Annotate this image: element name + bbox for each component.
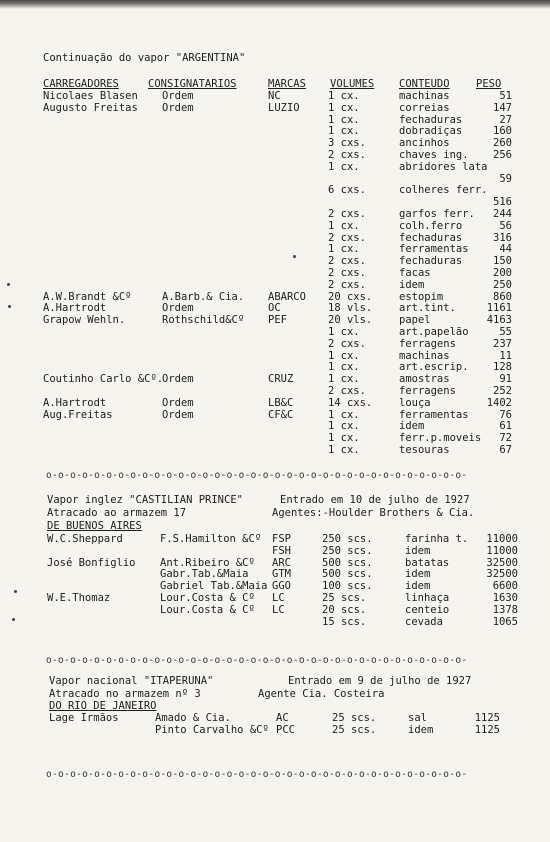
scan-speck bbox=[14, 590, 17, 593]
cell-consignatario: Rothschild&Cº bbox=[162, 314, 245, 327]
cell-volumes: 1 cx. bbox=[328, 219, 360, 232]
ship2-arrival: Entrado em 10 de julho de 1927 bbox=[280, 494, 470, 506]
table-row bbox=[0, 432, 550, 444]
scan-speck bbox=[7, 283, 10, 286]
table-row bbox=[0, 545, 550, 557]
cell-marca: NC bbox=[268, 90, 281, 102]
table-row bbox=[0, 724, 550, 736]
table-row bbox=[0, 580, 550, 592]
cell-conteudo: abridores lata bbox=[399, 160, 488, 173]
cell-conteudo: louça bbox=[399, 396, 431, 409]
cell-consignatario: Amado & Cia. bbox=[155, 712, 231, 724]
ship2-title: Vapor inglez "CASTILIAN PRINCE" bbox=[47, 494, 243, 506]
table-row bbox=[0, 444, 550, 456]
table-row bbox=[0, 397, 550, 409]
cell-peso: 76 bbox=[499, 408, 512, 421]
cell-peso: 55 bbox=[499, 326, 512, 338]
cell-peso: 150 bbox=[493, 255, 512, 268]
cell-volumes: 2 cxs. bbox=[328, 267, 366, 279]
cell-conteudo: estopim bbox=[399, 290, 444, 303]
cell-peso: 27 bbox=[499, 113, 512, 126]
cell-volumes: 2 cxs. bbox=[328, 208, 366, 220]
cell-carregador: W.C.Sheppard bbox=[47, 533, 123, 545]
cell-volumes: 2 cxs. bbox=[328, 385, 366, 397]
cell-peso: 128 bbox=[493, 361, 512, 374]
cell-conteudo: idem bbox=[399, 278, 425, 291]
cell-volumes: 2 cxs. bbox=[328, 149, 366, 161]
cell-conteudo: facas bbox=[399, 267, 431, 279]
table-row bbox=[0, 243, 550, 255]
cell-consignatario: Pinto Carvalho &Cº bbox=[155, 723, 269, 736]
cell-consignatario: Ordem bbox=[162, 396, 194, 409]
cell-marca: GTM bbox=[272, 568, 291, 581]
cell-marca: ARC bbox=[272, 556, 291, 569]
table-row bbox=[0, 149, 550, 161]
cell-consignatario: Ordem bbox=[162, 101, 194, 114]
table-row bbox=[0, 326, 550, 338]
table-row bbox=[0, 385, 550, 397]
cell-conteudo: colheres ferr. bbox=[399, 184, 488, 197]
cell-peso: 260 bbox=[493, 137, 512, 150]
col-header-conteudo: CONTEUDO bbox=[399, 78, 450, 90]
cell-consignatario: F.S.Hamilton &Cº bbox=[160, 533, 262, 545]
col-header-carregadores: CARREGADORES bbox=[43, 78, 119, 90]
cell-volumes: 250 scs. bbox=[322, 544, 373, 557]
cell-volumes: 3 cxs. bbox=[328, 137, 366, 150]
cell-peso: 200 bbox=[493, 267, 512, 279]
separator-1: o-o-o-o-o-o-o-o-o-o-o-o-o-o-o-o-o-o-o-o-o-o-o-o-o-o-o-o-o-o-o-o-o-o-o- bbox=[46, 470, 468, 481]
col-header-marcas: MARCAS bbox=[268, 78, 306, 90]
col-header-volumes: VOLUMES bbox=[330, 78, 375, 90]
table-row bbox=[0, 137, 550, 149]
scan-speck bbox=[8, 305, 11, 308]
cell-peso: 256 bbox=[493, 149, 512, 161]
cell-volumes: 2 cxs. bbox=[328, 278, 366, 291]
cell-carregador: Lage Irmãos bbox=[49, 712, 119, 724]
cell-carregador: A.Hartrodt bbox=[43, 302, 107, 315]
cell-peso: 1161 bbox=[486, 302, 512, 315]
table-row bbox=[0, 420, 550, 432]
cell-volumes: 25 scs. bbox=[332, 723, 377, 736]
cell-volumes: 1 cx. bbox=[328, 101, 360, 114]
ship3-origin: DO RIO DE JANEIRO bbox=[49, 700, 157, 712]
cell-conteudo: ferragens bbox=[399, 385, 456, 397]
cell-carregador: W.E.Thomaz bbox=[47, 592, 111, 604]
cell-consignatario: A.Barb.& Cia. bbox=[162, 290, 245, 303]
table-row bbox=[0, 314, 550, 326]
cell-peso: 67 bbox=[499, 444, 512, 456]
cell-peso: 250 bbox=[493, 278, 512, 291]
cell-volumes: 1 cx. bbox=[328, 408, 360, 421]
cell-peso: 51 bbox=[499, 90, 512, 102]
cell-conteudo: linhaça bbox=[405, 592, 450, 604]
table-row bbox=[0, 161, 550, 173]
cell-conteudo: sal bbox=[408, 712, 427, 724]
cell-volumes: 1 cx. bbox=[328, 373, 360, 386]
cell-volumes: 1 cx. bbox=[328, 420, 360, 433]
cell-conteudo: papel bbox=[399, 314, 431, 327]
cell-consignatario: Lour.Costa & Cº bbox=[160, 592, 255, 604]
cell-marca: LUZIO bbox=[268, 101, 300, 114]
cell-conteudo: idem bbox=[405, 568, 431, 581]
cell-marca: AC bbox=[276, 712, 289, 724]
table-row bbox=[0, 173, 550, 185]
table-row bbox=[0, 184, 550, 196]
table-row bbox=[0, 712, 550, 724]
cell-peso: 6600 bbox=[492, 580, 518, 593]
cell-conteudo: idem bbox=[399, 420, 425, 433]
cell-consignatario: Ordem bbox=[162, 408, 194, 421]
cell-consignatario: Lour.Costa & Cº bbox=[160, 603, 255, 616]
cell-peso: 1125 bbox=[474, 712, 500, 724]
cell-volumes: 1 cx. bbox=[328, 432, 360, 445]
cell-peso: 160 bbox=[493, 125, 512, 138]
cell-volumes: 500 scs. bbox=[322, 568, 373, 581]
ship3-agents: Agente Cia. Costeira bbox=[258, 688, 385, 700]
cell-peso: 61 bbox=[499, 420, 512, 433]
cell-peso: 91 bbox=[499, 373, 512, 386]
cell-conteudo: fechaduras bbox=[399, 231, 463, 244]
cell-peso: 11000 bbox=[486, 533, 518, 545]
cell-marca: ABARCO bbox=[268, 290, 306, 303]
cell-volumes: 250 scs. bbox=[322, 533, 373, 545]
table-row bbox=[0, 196, 550, 208]
cell-volumes: 2 cxs. bbox=[328, 337, 366, 350]
cell-conteudo: ferr.p.moveis bbox=[399, 432, 482, 445]
cell-marca: LC bbox=[272, 592, 285, 604]
cell-conteudo: correias bbox=[399, 101, 450, 114]
cell-peso: 11 bbox=[499, 349, 512, 362]
cell-volumes: 2 cxs. bbox=[328, 255, 366, 268]
table-row bbox=[0, 90, 550, 102]
table-row bbox=[0, 220, 550, 232]
cell-marca: GGO bbox=[272, 580, 291, 593]
ship3-warehouse: Atracado no armazem nº 3 bbox=[49, 688, 201, 700]
table-row bbox=[0, 102, 550, 114]
cell-marca: FSP bbox=[272, 533, 291, 545]
cell-consignatario: Gabriel Tab.&Maia bbox=[160, 580, 268, 593]
cell-peso: 252 bbox=[493, 385, 512, 397]
cell-peso: 316 bbox=[493, 231, 512, 244]
cell-volumes: 6 cxs. bbox=[328, 184, 366, 197]
cell-volumes: 20 scs. bbox=[322, 603, 367, 616]
cell-consignatario: Ant.Ribeiro &Cº bbox=[160, 556, 255, 569]
cell-peso: 1402 bbox=[486, 396, 512, 409]
scan-top-edge bbox=[0, 0, 550, 9]
cell-carregador: Grapow Wehln. bbox=[43, 314, 126, 327]
cell-peso: 44 bbox=[499, 243, 512, 256]
cell-peso: 4163 bbox=[486, 314, 512, 327]
cell-peso: 59 bbox=[499, 172, 512, 185]
scan-speck bbox=[12, 618, 15, 621]
cell-volumes: 25 scs. bbox=[322, 592, 367, 604]
cell-conteudo: fechaduras bbox=[399, 113, 463, 126]
cell-volumes: 1 cx. bbox=[328, 90, 360, 102]
col-header-consignatarios: CONSIGNATARIOS bbox=[148, 78, 237, 90]
ship3-title: Vapor nacional "ITAPERUNA" bbox=[49, 675, 214, 687]
cell-conteudo: ferragens bbox=[399, 337, 456, 350]
ship3-arrival: Entrado em 9 de julho de 1927 bbox=[288, 675, 472, 687]
cell-conteudo: machinas bbox=[399, 349, 450, 362]
cell-conteudo: batatas bbox=[405, 556, 450, 569]
cell-volumes: 15 scs. bbox=[322, 615, 367, 628]
table-row bbox=[0, 592, 550, 604]
cell-carregador: José Bonfiglio bbox=[47, 556, 136, 569]
cell-carregador: A.Hartrodt bbox=[43, 396, 107, 409]
cell-peso: 1630 bbox=[492, 592, 518, 604]
cell-peso: 32500 bbox=[486, 556, 518, 569]
table-row bbox=[0, 361, 550, 373]
cell-volumes: 1 cx. bbox=[328, 113, 360, 126]
cell-conteudo: art.tint. bbox=[399, 302, 456, 315]
cell-consignatario: Gabr.Tab.&Maia bbox=[160, 568, 249, 581]
cell-volumes: 18 vls. bbox=[328, 302, 373, 315]
cell-marca: PCC bbox=[276, 723, 295, 736]
table-row bbox=[0, 267, 550, 279]
cell-marca: PEF bbox=[268, 314, 287, 327]
cell-conteudo: fechaduras bbox=[399, 255, 463, 268]
cell-peso: 32500 bbox=[486, 568, 518, 581]
cell-conteudo: tesouras bbox=[399, 444, 450, 456]
cell-carregador: A.W.Brandt &Cº bbox=[43, 290, 132, 303]
table-row bbox=[0, 232, 550, 244]
table-row bbox=[0, 616, 550, 628]
cell-conteudo: chaves ing. bbox=[399, 149, 469, 161]
separator-2: o-o-o-o-o-o-o-o-o-o-o-o-o-o-o-o-o-o-o-o-o-o-o-o-o-o-o-o-o-o-o-o-o-o-o- bbox=[46, 655, 468, 666]
cell-peso: 147 bbox=[493, 101, 512, 114]
cell-conteudo: cevada bbox=[405, 615, 443, 628]
table-row bbox=[0, 338, 550, 350]
cell-consignatario: Ordem bbox=[162, 373, 194, 386]
cell-peso: 1065 bbox=[492, 615, 518, 628]
cell-marca: CF&C bbox=[268, 408, 294, 421]
cell-carregador: Augusto Freitas bbox=[43, 101, 138, 114]
table-row bbox=[0, 291, 550, 303]
cell-volumes: 14 cxs. bbox=[328, 396, 373, 409]
cell-volumes: 20 vls. bbox=[328, 314, 373, 327]
cell-volumes: 1 cx. bbox=[328, 160, 360, 173]
table-row bbox=[0, 557, 550, 569]
cell-conteudo: art.escrip. bbox=[399, 361, 469, 374]
cell-consignatario: Ordem bbox=[162, 90, 194, 102]
cell-volumes: 500 scs. bbox=[322, 556, 373, 569]
table-row bbox=[0, 279, 550, 291]
cell-peso: 56 bbox=[499, 219, 512, 232]
cell-marca: CRUZ bbox=[268, 373, 294, 386]
cell-volumes: 25 scs. bbox=[332, 712, 377, 724]
table-row bbox=[0, 350, 550, 362]
table-row bbox=[0, 255, 550, 267]
cell-conteudo: idem bbox=[405, 580, 431, 593]
cell-conteudo: art.papelão bbox=[399, 326, 469, 338]
ship2-origin: DE BUENOS AIRES bbox=[47, 520, 142, 532]
cell-carregador: Aug.Freitas bbox=[43, 408, 113, 421]
cell-peso: 72 bbox=[499, 432, 512, 445]
cell-volumes: 20 cxs. bbox=[328, 290, 373, 303]
cell-marca: LC bbox=[272, 603, 285, 616]
cell-conteudo: dobradiças bbox=[399, 125, 463, 138]
cell-volumes: 1 cx. bbox=[328, 243, 360, 256]
cell-peso: 516 bbox=[493, 196, 512, 209]
cell-conteudo: farinha t. bbox=[405, 533, 469, 545]
scan-speck bbox=[293, 255, 296, 258]
cell-volumes: 1 cx. bbox=[328, 326, 360, 338]
table-row bbox=[0, 409, 550, 421]
cell-conteudo: garfos ferr. bbox=[399, 208, 475, 220]
cell-peso: 1378 bbox=[492, 603, 518, 616]
cell-volumes: 2 cxs. bbox=[328, 231, 366, 244]
page-heading: Continuação do vapor "ARGENTINA" bbox=[43, 52, 246, 64]
cell-conteudo: amostras bbox=[399, 373, 450, 386]
cell-volumes: 1 cx. bbox=[328, 349, 360, 362]
cell-carregador: Coutinho Carlo &Cº. bbox=[43, 373, 164, 386]
table-row bbox=[0, 373, 550, 385]
cell-consignatario: Ordem bbox=[162, 302, 194, 315]
separator-3: o-o-o-o-o-o-o-o-o-o-o-o-o-o-o-o-o-o-o-o-o-o-o-o-o-o-o-o-o-o-o-o-o-o-o- bbox=[46, 769, 468, 780]
table-row bbox=[0, 604, 550, 616]
table-row bbox=[0, 568, 550, 580]
table-row bbox=[0, 125, 550, 137]
cell-conteudo: centeio bbox=[405, 603, 450, 616]
cell-peso: 860 bbox=[493, 290, 512, 303]
cell-marca: LB&C bbox=[268, 396, 294, 409]
table-row bbox=[0, 208, 550, 220]
cell-marca: FSH bbox=[272, 544, 291, 557]
cell-peso: 244 bbox=[493, 208, 512, 220]
cell-volumes: 100 scs. bbox=[322, 580, 373, 593]
cell-conteudo: ferramentas bbox=[399, 243, 469, 256]
cell-marca: OC bbox=[268, 302, 281, 315]
cell-conteudo: idem bbox=[405, 544, 431, 557]
table-row bbox=[0, 533, 550, 545]
cell-volumes: 1 cx. bbox=[328, 444, 360, 456]
cell-conteudo: ancinhos bbox=[399, 137, 450, 150]
cell-conteudo: machinas bbox=[399, 90, 450, 102]
cell-conteudo: ferramentas bbox=[399, 408, 469, 421]
table-row bbox=[0, 302, 550, 314]
col-header-peso: PESO bbox=[476, 78, 502, 90]
cell-volumes: 1 cx. bbox=[328, 361, 360, 374]
cell-peso: 237 bbox=[493, 337, 512, 350]
ship2-agents: Agentes:-Houlder Brothers & Cia. bbox=[272, 507, 475, 519]
ship2-warehouse: Atracado ao armazem 17 bbox=[47, 507, 187, 519]
cell-conteudo: idem bbox=[408, 723, 434, 736]
cell-carregador: Nicolaes Blasen bbox=[43, 90, 138, 102]
table-row bbox=[0, 114, 550, 126]
cell-peso: 1125 bbox=[474, 723, 500, 736]
cell-conteudo: colh.ferro bbox=[399, 219, 463, 232]
cell-volumes: 1 cx. bbox=[328, 125, 360, 138]
cell-peso: 11000 bbox=[486, 544, 518, 557]
